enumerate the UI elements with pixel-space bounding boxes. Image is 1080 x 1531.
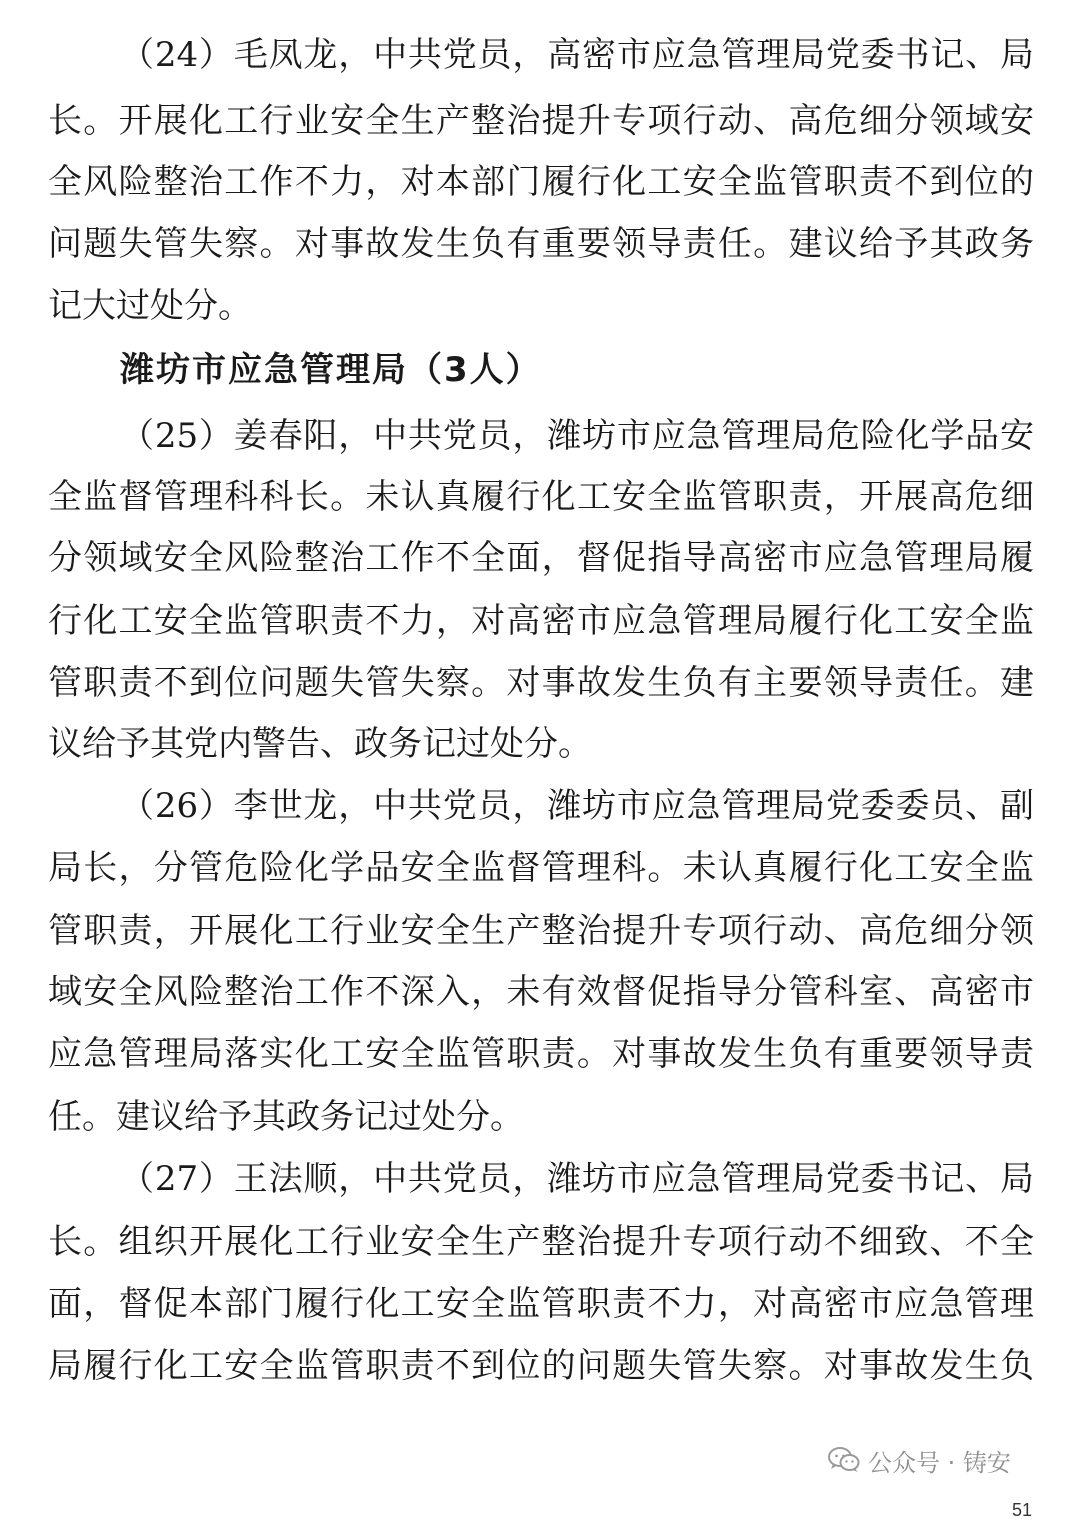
text-line: （27）王法顺，中共党员，潍坊市应急管理局党委书记、局: [120, 1159, 1034, 1199]
text-line: 记大过处分。: [48, 286, 252, 326]
watermark: [828, 1440, 1011, 1480]
text-line: 管职责，开展化工行业安全生产整治提升专项行动、高危细分领: [48, 911, 1034, 951]
text-line: 域安全风险整治工作不深入，未有效督促指导分管科室、高密市: [48, 972, 1034, 1012]
page-number: 51: [1012, 1500, 1033, 1520]
text-line: 分领域安全风险整治工作不全面，督促指导高密市应急管理局履: [48, 538, 1034, 578]
text-line: 应急管理局落实化工安全监管职责。对事故发生负有重要领导责: [48, 1034, 1034, 1074]
text-line: 长。开展化工行业安全生产整治提升专项行动、高危细分领域安: [48, 101, 1034, 141]
text-line: 面，督促本部门履行化工安全监管职责不力，对高密市应急管理: [48, 1284, 1034, 1324]
text-line: 行化工安全监管职责不力，对高密市应急管理局履行化工安全监: [48, 601, 1034, 641]
text-line: （26）李世龙，中共党员，潍坊市应急管理局党委委员、副: [120, 786, 1034, 826]
text-line: 议给予其党内警告、政务记过处分。: [48, 724, 592, 764]
text-line: 局履行化工安全监管职责不到位的问题失管失察。对事故发生负: [48, 1346, 1034, 1386]
watermark-text: 公众号 · 铸安: [868, 1448, 1011, 1477]
section-heading: 潍坊市应急管理局（3人）: [120, 350, 542, 390]
text-line: 局长，分管危险化学品安全监督管理科。未认真履行化工安全监: [48, 848, 1034, 888]
wechat-icon: [828, 1446, 860, 1474]
text-line: 长。组织开展化工行业安全生产整治提升专项行动不细致、不全: [48, 1222, 1034, 1262]
text-line: 问题失管失察。对事故发生负有重要领导责任。建议给予其政务: [48, 224, 1034, 264]
text-line: （24）毛凤龙，中共党员，高密市应急管理局党委书记、局: [120, 35, 1034, 75]
text-line: （25）姜春阳，中共党员，潍坊市应急管理局危险化学品安: [120, 416, 1034, 456]
text-line: 管职责不到位问题失管失察。对事故发生负有主要领导责任。建: [48, 663, 1034, 703]
text-line: 全风险整治工作不力，对本部门履行化工安全监管职责不到位的: [48, 162, 1034, 202]
text-line: 任。建议给予其政务记过处分。: [48, 1097, 524, 1137]
text-line: 全监督管理科科长。未认真履行化工安全监管职责，开展高危细: [48, 477, 1034, 517]
